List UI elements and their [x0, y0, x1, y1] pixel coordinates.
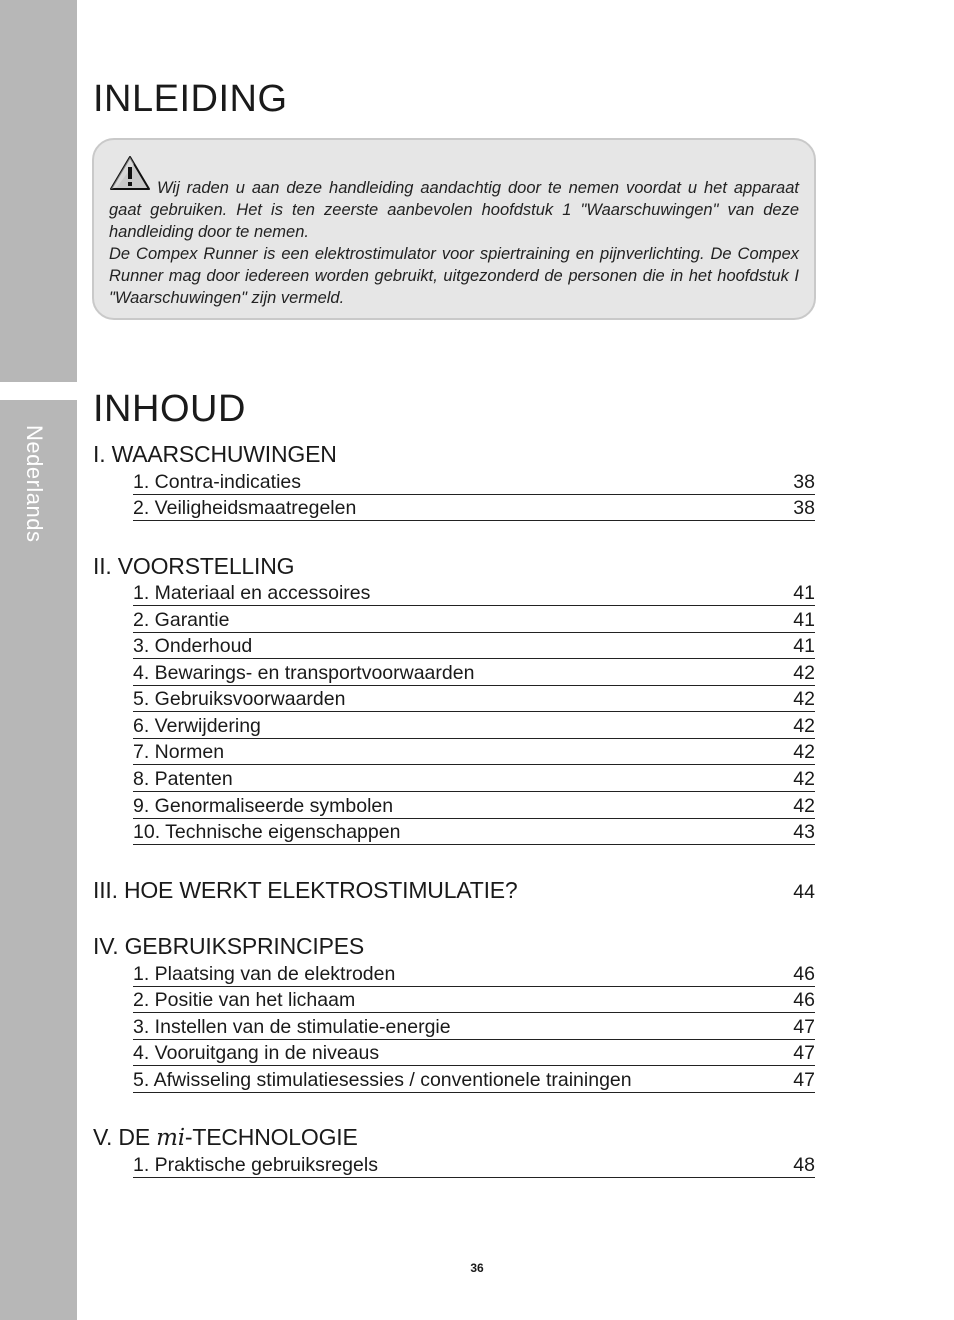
toc-section-page: 44	[793, 881, 815, 903]
intro-title: INLEIDING	[93, 78, 288, 120]
toc-entry-page: 47	[793, 1042, 815, 1064]
toc-section-title[interactable]: III. HOE WERKT ELEKTROSTIMULATIE?	[93, 877, 518, 903]
toc-entry[interactable]	[133, 714, 815, 739]
toc-entry[interactable]	[133, 496, 815, 521]
intro-paragraph-1: Wij raden u aan deze handleiding aandachtig door te nemen voordat u het apparaat gaat gebruiken. Het is ten zeerste aanbevolen hoofdstuk 1 "Waarschuwingen" van deze handleiding door te nemen.	[109, 179, 799, 241]
intro-notice-text	[109, 177, 799, 309]
toc-section-title-prefix: V. DE	[93, 1124, 157, 1150]
toc-title: INHOUD	[93, 388, 246, 430]
toc-entry[interactable]	[133, 608, 815, 633]
toc-entry[interactable]	[133, 687, 815, 712]
toc-section-title: II. VOORSTELLING	[93, 553, 295, 579]
toc-entry-page: 41	[793, 635, 815, 657]
toc-entry-label: 8. Patenten	[133, 768, 233, 790]
toc-entry[interactable]	[133, 794, 815, 819]
sidebar-language-label: Nederlands	[22, 425, 47, 543]
toc-entry-page: 48	[793, 1154, 815, 1176]
toc-entry-page: 42	[793, 768, 815, 790]
toc-entry-label: 5. Gebruiksvoorwaarden	[133, 688, 346, 710]
toc-entry-label: 2. Veiligheidsmaatregelen	[133, 497, 357, 519]
toc-entry[interactable]	[133, 1041, 815, 1066]
toc-entry-page: 47	[793, 1069, 815, 1091]
toc-entry-label: 3. Instellen van de stimulatie-energie	[133, 1016, 451, 1038]
toc-entry[interactable]	[133, 820, 815, 845]
toc-entry-label: 1. Materiaal en accessoires	[133, 582, 371, 604]
toc-entry-label: 9. Genormaliseerde symbolen	[133, 795, 394, 817]
toc-entry-page: 42	[793, 715, 815, 737]
toc-entry-label: 4. Vooruitgang in de niveaus	[133, 1042, 380, 1064]
toc-entry-page: 41	[793, 609, 815, 631]
toc-entry[interactable]	[133, 634, 815, 659]
toc-entry[interactable]	[133, 661, 815, 686]
intro-notice-box	[92, 138, 816, 320]
toc-entry[interactable]	[133, 470, 815, 495]
toc-entry[interactable]	[133, 1068, 815, 1093]
toc-entry-label: 6. Verwijdering	[133, 715, 261, 737]
toc-entry-page: 47	[793, 1016, 815, 1038]
toc-entry-label: 2. Garantie	[133, 609, 230, 631]
toc-section-title: IV. GEBRUIKSPRINCIPES	[93, 933, 365, 959]
toc-entry-label: 1. Plaatsing van de elektroden	[133, 963, 396, 985]
toc-entry-label: 1. Praktische gebruiksregels	[133, 1154, 378, 1176]
toc-section-title	[93, 1126, 358, 1150]
mi-technology-logo: mi	[156, 1125, 185, 1151]
toc-entry[interactable]	[133, 581, 815, 606]
toc-entry-page: 42	[793, 741, 815, 763]
toc-entry-page: 42	[793, 662, 815, 684]
sidebar-tab-top	[0, 0, 77, 382]
toc-entry[interactable]	[133, 962, 815, 987]
toc-entry-page: 46	[793, 989, 815, 1011]
intro-paragraph-2: De Compex Runner is een elektrostimulator voor spiertraining en pijnverlichting. De Compex Runner mag door iedereen worden gebruikt, uitgezonderd de personen die in het hoofdstuk I "Waarschuwingen" zijn vermeld.	[109, 245, 799, 307]
toc-entry[interactable]	[133, 767, 815, 792]
toc-entry-label: 3. Onderhoud	[133, 635, 253, 657]
toc-entry[interactable]	[133, 740, 815, 765]
toc-entry[interactable]	[133, 988, 815, 1013]
toc-entry[interactable]	[133, 1015, 815, 1040]
toc-entry-page: 38	[793, 497, 815, 519]
toc-entry-page: 42	[793, 795, 815, 817]
toc-entry-page: 43	[793, 821, 815, 843]
toc-entry-page: 41	[793, 582, 815, 604]
toc-section-title: I. WAARSCHUWINGEN	[93, 441, 337, 467]
toc-entry-label: 10. Technische eigenschappen	[133, 821, 401, 843]
toc-entry[interactable]	[133, 1153, 815, 1178]
toc-entry-page: 38	[793, 471, 815, 493]
toc-section-title-suffix: -TECHNOLOGIE	[184, 1124, 358, 1150]
toc-entry-label: 2. Positie van het lichaam	[133, 989, 356, 1011]
toc-entry-label: 4. Bewarings- en transportvoorwaarden	[133, 662, 475, 684]
toc-entry-page: 42	[793, 688, 815, 710]
toc-entry-label: 5. Afwisseling stimulatiesessies / conventionele trainingen	[133, 1069, 632, 1091]
toc-entry-label: 1. Contra-indicaties	[133, 471, 301, 493]
toc-entry-page: 46	[793, 963, 815, 985]
page-number: 36	[470, 1261, 484, 1275]
toc-entry-label: 7. Normen	[133, 741, 225, 763]
